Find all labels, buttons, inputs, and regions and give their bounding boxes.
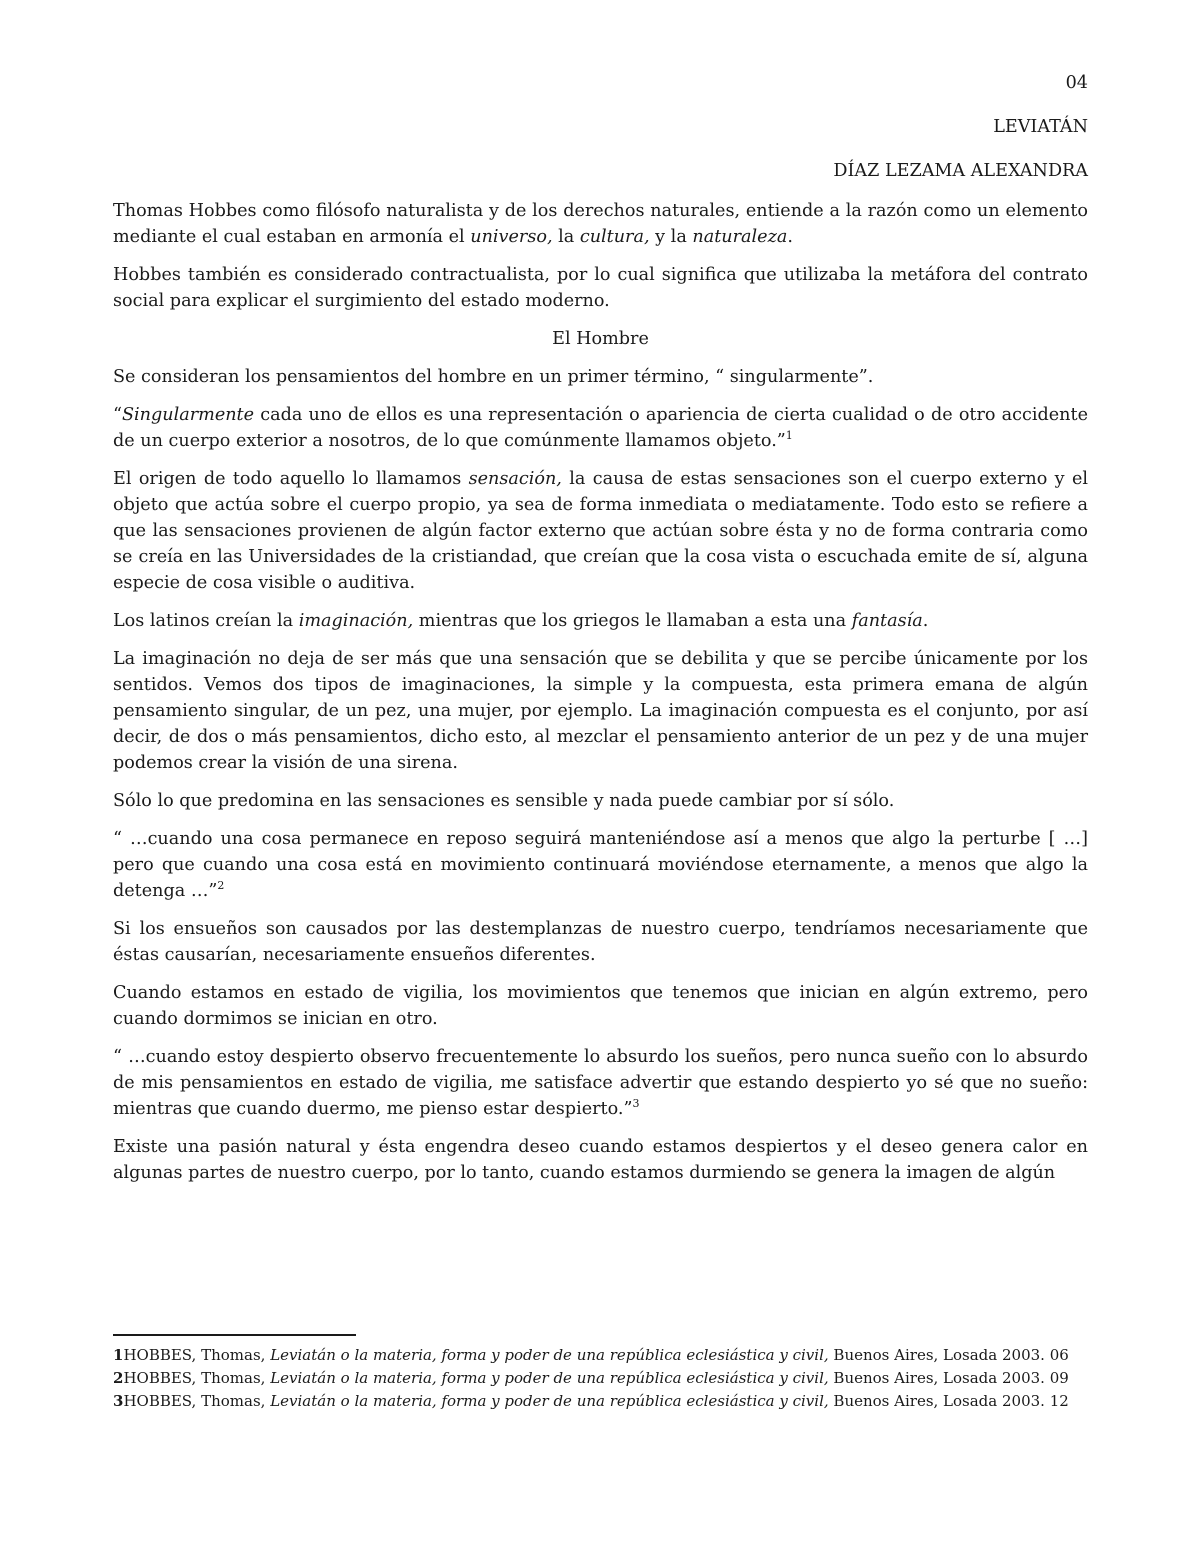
paragraph-6 (113, 608, 1088, 634)
italic-run: universo, (470, 227, 553, 247)
footnote-2 (113, 1367, 1088, 1390)
paragraph-4 (113, 402, 1088, 454)
footnote-publisher: Buenos Aires, Losada 2003. 06 (828, 1346, 1069, 1364)
paragraph-5 (113, 466, 1088, 596)
footnote-author: HOBBES, Thomas, (123, 1369, 271, 1387)
paragraph-10: Si los ensueños son causados por las destemplanzas de nuestro cuerpo, tendríamos necesariamente que éstas causarían, necesariamente ensueños diferentes. (113, 919, 1088, 965)
paragraph-11: Cuando estamos en estado de vigilia, los movimientos que tenemos que inician en algún extremo, pero cuando dormimos se inician en otro. (113, 983, 1088, 1029)
page-number: 04 (1065, 73, 1088, 93)
document-title: LEVIATÁN (993, 117, 1088, 137)
footnote-number: 3 (113, 1392, 124, 1410)
paragraph-8: Sólo lo que predomina en las sensaciones es sensible y nada puede cambiar por sí sólo. (113, 791, 895, 811)
italic-run: imaginación, (298, 611, 414, 631)
text-run: “ (113, 405, 122, 425)
text-run: y la (649, 227, 693, 247)
section-heading: El Hombre (552, 329, 649, 349)
text-run: mientras que los griegos le llamaban a esta una (413, 611, 852, 631)
paragraph-3: Se consideran los pensamientos del hombre en un primer término, “ singularmente”. (113, 367, 874, 387)
footnote-publisher: Buenos Aires, Losada 2003. 12 (828, 1392, 1069, 1410)
text-run: . (922, 611, 929, 631)
footnote-work: Leviatán o la materia, forma y poder de una república eclesiástica y civil, (270, 1369, 829, 1387)
footnote-ref[interactable]: 2 (217, 879, 225, 892)
italic-run: cultura, (579, 227, 650, 247)
italic-run: sensación, (468, 469, 562, 489)
paragraph-2: Hobbes también es considerado contractualista, por lo cual significa que utilizaba la metáfora del contrato social para explicar el surgimiento del estado moderno. (113, 265, 1088, 311)
paragraph-7: La imaginación no deja de ser más que una sensación que se debilita y que se percibe únicamente por los sentidos. Vemos dos tipos de imaginaciones, la simple y la compuesta, esta primera emana de algún pensamiento singular, de un pez, una mujer, por ejemplo. La imaginación compuesta es el conjunto, por así decir, de dos o más pensamientos, dicho esto, al mezclar el pensamiento anterior de un pez y de una mujer podemos crear la visión de una sirena. (113, 649, 1088, 773)
footnote-publisher: Buenos Aires, Losada 2003. 09 (828, 1369, 1069, 1387)
footnote-author: HOBBES, Thomas, (123, 1392, 271, 1410)
footnotes (113, 1344, 1088, 1413)
text-run: . (787, 227, 793, 247)
footnote-author: HOBBES, Thomas, (123, 1346, 271, 1364)
text-run: El origen de todo aquello lo llamamos (113, 469, 469, 489)
footnote-separator (113, 1334, 356, 1336)
footnote-3 (113, 1390, 1088, 1413)
text-run: “ …cuando una cosa permanece en reposo seguirá manteniéndose así a menos que algo la perturbe [ …] pero que cuando una cosa está en movimiento continuará moviéndose eternamente, a menos que algo la detenga …” (113, 829, 1088, 901)
italic-run: Singularmente (122, 405, 255, 425)
text-run: cada uno de ellos es una representación o apariencia de cierta cualidad o de otro accidente de un cuerpo exterior a nosotros, de lo que comúnmente llamamos objeto.” (113, 405, 1088, 451)
text-run: Thomas Hobbes como filósofo naturalista y de los derechos naturales, entiende a la razón como un elemento mediante el cual estaban en armonía el (113, 201, 1088, 247)
italic-run: fantasía (851, 611, 923, 631)
header-block (113, 70, 1088, 184)
text-run: la (552, 227, 580, 247)
footnote-ref[interactable]: 1 (785, 429, 793, 442)
footnote-number: 1 (113, 1346, 124, 1364)
paragraph-9 (113, 826, 1088, 904)
footnote-work: Leviatán o la materia, forma y poder de una república eclesiástica y civil, (270, 1392, 829, 1410)
author-name: DÍAZ LEZAMA ALEXANDRA (833, 161, 1088, 181)
paragraph-12 (113, 1044, 1088, 1122)
paragraph-13: Existe una pasión natural y ésta engendra deseo cuando estamos despiertos y el deseo genera calor en algunas partes de nuestro cuerpo, por lo tanto, cuando estamos durmiendo se genera la imagen de algún (113, 1137, 1088, 1183)
text-run: “ …cuando estoy despierto observo frecuentemente lo absurdo los sueños, pero nunca sueño con lo absurdo de mis pensamientos en estado de vigilia, me satisface advertir que estando despierto yo sé que no sueño: mientras que cuando duermo, me pienso estar despierto.” (113, 1047, 1088, 1119)
paragraph-1 (113, 198, 1088, 250)
italic-run: naturaleza (692, 227, 788, 247)
footnote-ref[interactable]: 3 (632, 1097, 640, 1110)
footnote-1 (113, 1344, 1088, 1367)
text-run: la causa de estas sensaciones son el cuerpo externo y el objeto que actúa sobre el cuerpo propio, ya sea de forma inmediata o mediatamente. Todo esto se refiere a que las sensaciones provienen de algún factor externo que actúan sobre ésta y no de forma contraria como se creía en las Universidades de la cristiandad, que creían que la cosa vista o escuchada emite de sí, alguna especie de cosa visible o auditiva. (113, 469, 1088, 593)
footnote-number: 2 (113, 1369, 124, 1387)
text-run: Los latinos creían la (113, 611, 299, 631)
body-text (113, 70, 1088, 1198)
footnote-work: Leviatán o la materia, forma y poder de una república eclesiástica y civil, (270, 1346, 829, 1364)
